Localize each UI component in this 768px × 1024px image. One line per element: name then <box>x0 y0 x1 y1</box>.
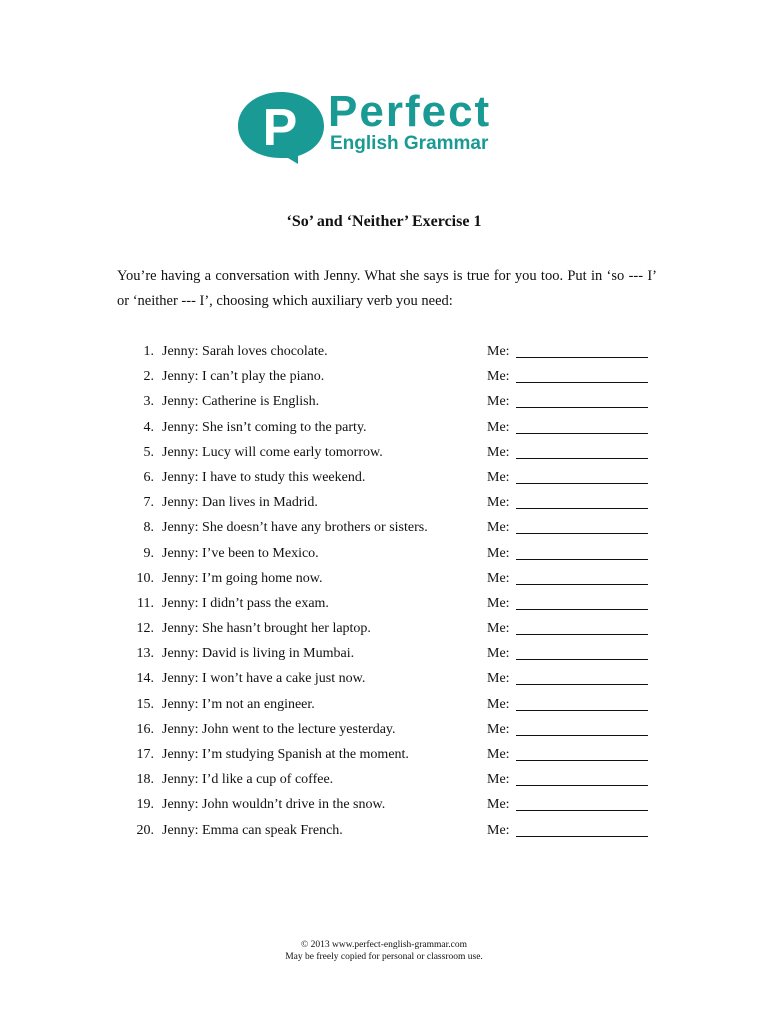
answer-label: Me: <box>487 772 510 788</box>
answer-blank[interactable] <box>516 483 648 484</box>
answer-blank[interactable] <box>516 433 648 434</box>
answer-blank[interactable] <box>516 810 648 811</box>
list-item <box>0 392 768 417</box>
answer-label: Me: <box>487 747 510 762</box>
answer-label: Me: <box>487 344 510 359</box>
page-title: ‘So’ and ‘Neither’ Exercise 1 <box>286 213 482 230</box>
answer-blank[interactable] <box>516 559 648 560</box>
answer-blank[interactable] <box>516 836 648 837</box>
list-item <box>0 644 768 669</box>
list-item <box>0 493 768 518</box>
answer-label: Me: <box>487 822 510 838</box>
item-number: 19. <box>136 797 154 813</box>
exercise-list <box>0 342 768 846</box>
item-number: 15. <box>136 696 154 712</box>
item-prompt: Jenny: I’ve been to Mexico. <box>162 545 319 561</box>
list-item <box>0 745 768 770</box>
answer-blank[interactable] <box>516 710 648 711</box>
answer-blank[interactable] <box>516 684 648 685</box>
answer-blank[interactable] <box>516 659 648 660</box>
item-number: 18. <box>136 772 154 788</box>
item-number: 3. <box>143 394 154 410</box>
list-item <box>0 342 768 367</box>
logo-word-perfect: Perfect <box>328 87 492 136</box>
item-number: 14. <box>136 671 154 687</box>
item-prompt: Jenny: Sarah loves chocolate. <box>162 344 328 359</box>
item-number: 1. <box>143 344 154 359</box>
list-item <box>0 720 768 745</box>
item-number: 9. <box>143 545 154 561</box>
answer-label: Me: <box>487 721 510 737</box>
item-prompt: Jenny: Lucy will come early tomorrow. <box>162 444 383 460</box>
answer-blank[interactable] <box>516 735 648 736</box>
item-prompt: Jenny: I have to study this weekend. <box>162 469 366 485</box>
item-prompt: Jenny: I can’t play the piano. <box>162 369 325 385</box>
answer-label: Me: <box>487 369 510 385</box>
item-prompt: Jenny: I’m going home now. <box>162 570 323 586</box>
list-item <box>0 418 768 443</box>
list-item <box>0 518 768 543</box>
answer-blank[interactable] <box>516 407 648 408</box>
item-number: 20. <box>136 822 154 838</box>
item-number: 16. <box>136 721 154 737</box>
answer-label: Me: <box>487 570 510 586</box>
item-number: 11. <box>137 595 154 611</box>
item-number: 4. <box>143 419 154 435</box>
item-number: 6. <box>143 469 154 485</box>
answer-blank[interactable] <box>516 785 648 786</box>
item-number: 8. <box>143 520 154 536</box>
answer-blank[interactable] <box>516 609 648 610</box>
answer-blank[interactable] <box>516 382 648 383</box>
usage-notice: May be freely copied for personal or classroom use. <box>285 952 483 962</box>
exercise-instructions: You’re having a conversation with Jenny. What she says is true for you too. Put in ‘so --- I’ or ‘neither --- I’, choosing which auxiliary verb you need: <box>117 268 657 309</box>
answer-label: Me: <box>487 671 510 687</box>
answer-blank[interactable] <box>516 533 648 534</box>
answer-label: Me: <box>487 696 510 712</box>
item-number: 2. <box>143 369 154 385</box>
list-item <box>0 544 768 569</box>
answer-blank[interactable] <box>516 760 648 761</box>
item-prompt: Jenny: I didn’t pass the exam. <box>162 595 329 611</box>
answer-label: Me: <box>487 394 510 410</box>
item-prompt: Jenny: I won’t have a cake just now. <box>162 671 366 687</box>
item-number: 13. <box>136 646 154 662</box>
answer-label: Me: <box>487 646 510 662</box>
item-prompt: Jenny: John wouldn’t drive in the snow. <box>162 797 386 813</box>
answer-label: Me: <box>487 419 510 435</box>
item-prompt: Jenny: She doesn’t have any brothers or sisters. <box>162 520 428 536</box>
answer-label: Me: <box>487 444 510 460</box>
list-item <box>0 695 768 720</box>
answer-blank[interactable] <box>516 634 648 635</box>
list-item <box>0 669 768 694</box>
item-prompt: Jenny: John went to the lecture yesterday. <box>162 721 396 737</box>
answer-label: Me: <box>487 495 510 511</box>
item-prompt: Jenny: I’d like a cup of coffee. <box>162 772 334 788</box>
answer-label: Me: <box>487 469 510 485</box>
item-prompt: Jenny: Emma can speak French. <box>162 822 343 838</box>
item-prompt: Jenny: I’m studying Spanish at the moment. <box>162 747 409 762</box>
item-number: 10. <box>136 570 154 586</box>
list-item <box>0 770 768 795</box>
list-item <box>0 569 768 594</box>
item-number: 12. <box>136 621 154 637</box>
item-prompt: Jenny: Dan lives in Madrid. <box>162 495 318 511</box>
answer-blank[interactable] <box>516 458 648 459</box>
item-prompt: Jenny: She hasn’t brought her laptop. <box>162 621 371 637</box>
answer-label: Me: <box>487 797 510 813</box>
answer-label: Me: <box>487 621 510 637</box>
footer <box>0 939 768 963</box>
item-prompt: Jenny: David is living in Mumbai. <box>162 646 355 662</box>
answer-label: Me: <box>487 520 510 536</box>
item-number: 7. <box>143 495 154 511</box>
list-item <box>0 367 768 392</box>
answer-blank[interactable] <box>516 508 648 509</box>
copyright-text: © 2013 www.perfect-english-grammar.com <box>301 940 467 950</box>
logo-word-english-grammar: English Grammar <box>330 133 489 154</box>
item-prompt: Jenny: Catherine is English. <box>162 394 320 410</box>
item-prompt: Jenny: She isn’t coming to the party. <box>162 419 367 435</box>
list-item <box>0 795 768 820</box>
answer-blank[interactable] <box>516 357 648 358</box>
list-item <box>0 821 768 846</box>
list-item <box>0 619 768 644</box>
list-item <box>0 468 768 493</box>
speech-bubble-logo-icon <box>236 90 326 164</box>
svg-text:P: P <box>262 99 298 157</box>
item-number: 17. <box>136 747 154 762</box>
answer-label: Me: <box>487 545 510 561</box>
item-number: 5. <box>143 444 154 460</box>
answer-blank[interactable] <box>516 584 648 585</box>
brand-logo <box>236 87 526 164</box>
list-item <box>0 443 768 468</box>
answer-label: Me: <box>487 595 510 611</box>
item-prompt: Jenny: I’m not an engineer. <box>162 696 315 712</box>
list-item <box>0 594 768 619</box>
